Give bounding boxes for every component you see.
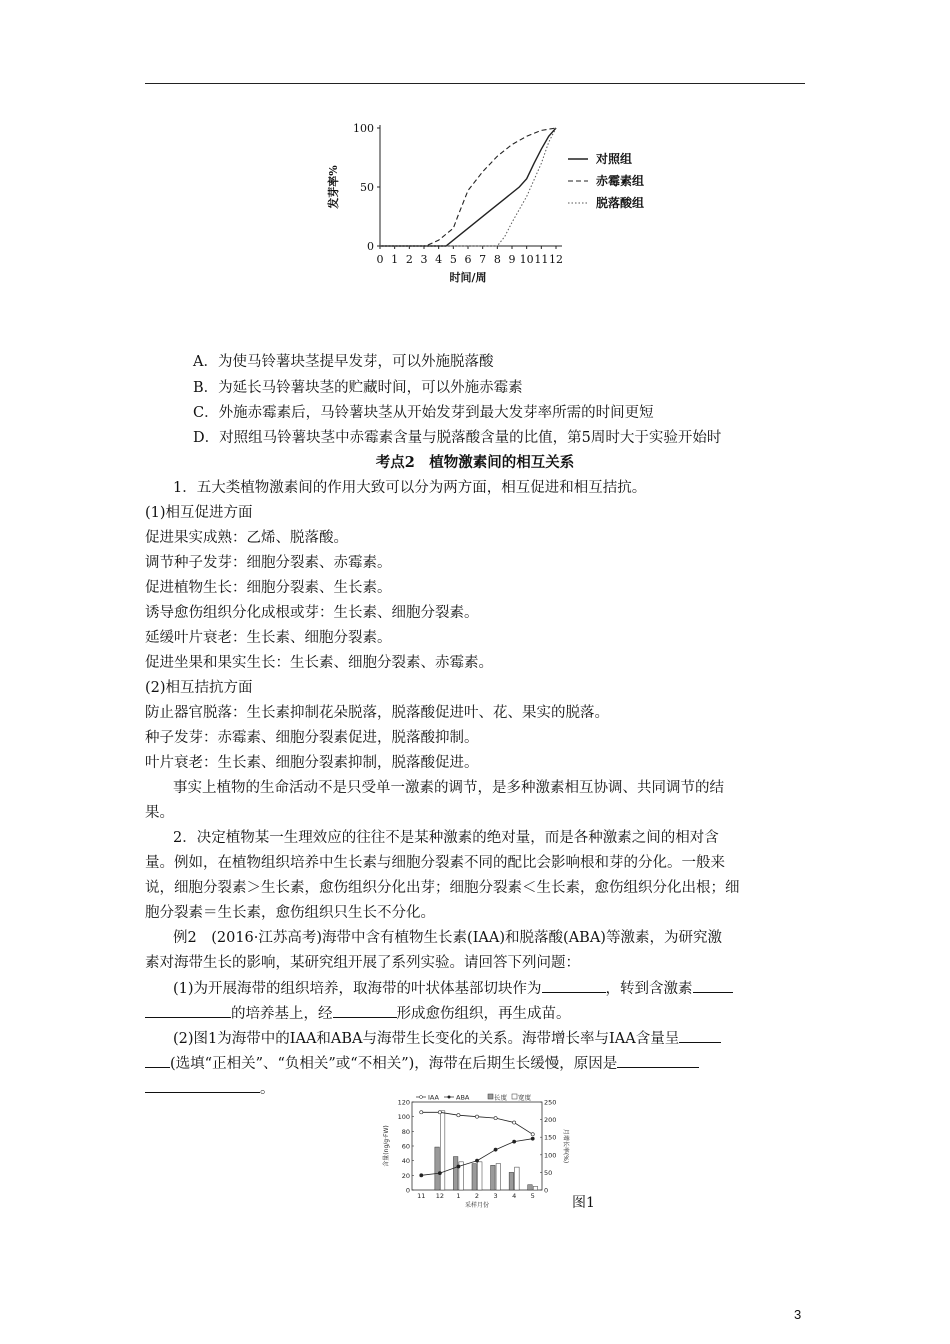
legend-swatch bbox=[488, 1094, 493, 1099]
paragraph-2: 说，细胞分裂素＞生长素，愈伤组织分化出芽；细胞分裂素＜生长素，愈伤组织分化出根；细 bbox=[145, 880, 740, 896]
x-tick-label: 2 bbox=[474, 1192, 480, 1200]
length-bar bbox=[509, 1172, 513, 1190]
length-bar bbox=[453, 1157, 458, 1190]
option-c: C．外施赤霉素后，马铃薯块茎从开始发芽到最大发芽率所需的时间更短 bbox=[193, 405, 654, 421]
x-tick-label: 4 bbox=[512, 1192, 517, 1200]
section-title: 考点2 植物激素间的相互关系 bbox=[375, 454, 575, 471]
y-left-axis-label: 含量(ng/g·FW) bbox=[383, 1125, 390, 1167]
subheading-antagonize: (2)相互拮抗方面 bbox=[145, 680, 253, 696]
legend-label: 宽度 bbox=[518, 1093, 531, 1102]
header-rule bbox=[145, 83, 805, 84]
answer-blank[interactable] bbox=[333, 1003, 397, 1018]
promote-item: 诱导愈伤组织分化成根或芽：生长素、细胞分裂素。 bbox=[145, 605, 479, 621]
aba-point bbox=[494, 1148, 497, 1151]
promote-item: 延缓叶片衰老：生长素、细胞分裂素。 bbox=[145, 630, 392, 646]
subheading-promote: (1)相互促进方面 bbox=[145, 505, 253, 521]
iaa-point bbox=[457, 1114, 460, 1117]
width-bar bbox=[533, 1186, 538, 1190]
question-text: 。 bbox=[260, 1081, 275, 1097]
answer-blank[interactable] bbox=[145, 1003, 231, 1018]
question-2 bbox=[173, 1028, 721, 1049]
antagonize-item: 叶片衰老：生长素、细胞分裂素抑制，脱落酸促进。 bbox=[145, 755, 479, 771]
question-text: (选填“正相关”、“负相关”或“不相关”)，海带在后期生长缓慢，原因是 bbox=[170, 1056, 618, 1072]
y-left-tick-label: 60 bbox=[401, 1142, 410, 1151]
width-bar bbox=[478, 1162, 483, 1190]
length-bar bbox=[528, 1185, 533, 1190]
y-left-tick-label: 80 bbox=[401, 1127, 410, 1136]
page-number: 3 bbox=[794, 1307, 802, 1322]
legend-swatch bbox=[512, 1094, 517, 1099]
y-right-tick-label: 100 bbox=[544, 1151, 557, 1160]
option-a: A．为使马铃薯块茎提早发芽，可以外施脱落酸 bbox=[193, 354, 494, 370]
x-tick-label: 1 bbox=[456, 1192, 461, 1200]
question-2-cont bbox=[145, 1053, 699, 1074]
legend-swatch bbox=[420, 1096, 423, 1099]
y-tick-label: 100 bbox=[353, 122, 374, 135]
y-axis-label: 发芽率% bbox=[327, 165, 340, 209]
question-1-cont bbox=[145, 1003, 571, 1024]
option-d: D．对照组马铃薯块茎中赤霉素含量与脱落酸含量的比值，第5周时大于实验开始时 bbox=[193, 430, 722, 446]
question-text: 形成愈伤组织，再生成苗。 bbox=[396, 1006, 571, 1022]
legend-label: 对照组 bbox=[596, 152, 633, 166]
x-tick-label: 6 bbox=[464, 253, 472, 266]
x-tick-label: 2 bbox=[405, 253, 413, 266]
answer-blank[interactable] bbox=[145, 1078, 260, 1093]
y-left-tick-label: 40 bbox=[401, 1157, 410, 1166]
question-text: (2)图1为海带中的IAA和ABA与海带生长变化的关系。海带增长率与IAA含量呈 bbox=[173, 1031, 680, 1047]
iaa-point bbox=[475, 1115, 478, 1118]
example-intro: 例2 (2016·江苏高考)海带中含有植物生长素(IAA)和脱落酸(ABA)等激素，为研究激 bbox=[173, 930, 722, 946]
x-tick-label: 5 bbox=[449, 253, 457, 266]
paragraph-1: 1．五大类植物激素间的作用大致可以分为两方面，相互促进和相互拮抗。 bbox=[173, 480, 647, 496]
question-text: 的培养基上，经 bbox=[231, 1006, 333, 1022]
y-left-tick-label: 120 bbox=[397, 1098, 410, 1107]
y-tick-label: 0 bbox=[367, 240, 374, 253]
legend-label: 长度 bbox=[494, 1093, 507, 1102]
aba-point bbox=[475, 1159, 478, 1162]
answer-blank[interactable] bbox=[617, 1053, 699, 1068]
answer-blank[interactable] bbox=[145, 1053, 170, 1068]
question-1 bbox=[173, 978, 733, 999]
legend-label: 赤霉素组 bbox=[596, 174, 645, 188]
iaa-point bbox=[513, 1121, 516, 1124]
example-intro: 素对海带生长的影响，某研究组开展了系列实验。请回答下列问题： bbox=[145, 955, 580, 971]
x-axis-label: 采样月份 bbox=[464, 1202, 490, 1209]
length-bar bbox=[435, 1147, 440, 1190]
aba-point bbox=[513, 1140, 516, 1143]
x-tick-label: 9 bbox=[508, 253, 516, 266]
germination-chart bbox=[320, 115, 680, 295]
x-tick-label: 0 bbox=[376, 253, 384, 266]
y-left-tick-label: 0 bbox=[405, 1186, 410, 1195]
y-right-tick-label: 250 bbox=[544, 1098, 557, 1107]
iaa-point bbox=[420, 1111, 423, 1114]
y-right-tick-label: 50 bbox=[544, 1168, 553, 1177]
antagonize-item: 防止器官脱落：生长素抑制花朵脱落，脱落酸促进叶、花、果实的脱落。 bbox=[145, 705, 609, 721]
promote-item: 促进果实成熟：乙烯、脱落酸。 bbox=[145, 530, 348, 546]
x-tick-label: 10 bbox=[519, 253, 534, 266]
width-bar bbox=[440, 1111, 445, 1190]
iaa-point bbox=[438, 1111, 441, 1114]
question-2-cont bbox=[145, 1078, 275, 1099]
figure-label: 图1 bbox=[572, 1195, 595, 1211]
y-right-tick-label: 0 bbox=[544, 1186, 549, 1195]
x-tick-label: 4 bbox=[435, 253, 443, 266]
option-b: B．为延长马铃薯块茎的贮藏时间，可以外施赤霉素 bbox=[193, 380, 523, 396]
series-line-0 bbox=[380, 128, 556, 246]
paragraph-2: 量。例如，在植物组织培养中生长素与细胞分裂素不同的配比会影响根和芽的分化。一般来 bbox=[145, 855, 725, 871]
length-bar bbox=[472, 1164, 477, 1190]
question-text: (1)为开展海带的组织培养，取海带的叶状体基部切块作为 bbox=[173, 981, 542, 997]
promote-item: 调节种子发芽：细胞分裂素、赤霉素。 bbox=[145, 555, 392, 571]
aba-point bbox=[438, 1172, 441, 1175]
iaa-point bbox=[531, 1133, 534, 1136]
aba-point bbox=[531, 1137, 534, 1140]
x-tick-label: 1 bbox=[391, 253, 399, 266]
paragraph-2: 2．决定植物某一生理效应的往往不是某种激素的绝对量，而是各种激素之间的相对含 bbox=[173, 830, 719, 846]
question-text: ，转到含激素 bbox=[605, 981, 693, 997]
fact-line: 果。 bbox=[145, 805, 174, 821]
x-tick-label: 8 bbox=[493, 253, 501, 266]
length-bar bbox=[491, 1165, 496, 1190]
fact-line: 事实上植物的生命活动不是只受单一激素的调节，是多种激素相互协调、共同调节的结 bbox=[173, 780, 724, 796]
iaa-point bbox=[494, 1117, 497, 1120]
x-tick-label: 5 bbox=[530, 1192, 535, 1200]
answer-blank[interactable] bbox=[679, 1028, 721, 1043]
legend-label: ABA bbox=[456, 1093, 470, 1102]
y-left-tick-label: 100 bbox=[397, 1113, 410, 1122]
promote-item: 促进植物生长：细胞分裂素、生长素。 bbox=[145, 580, 392, 596]
x-axis-label: 时间/周 bbox=[449, 271, 487, 284]
promote-item: 促进坐果和果实生长：生长素、细胞分裂素、赤霉素。 bbox=[145, 655, 493, 671]
y-left-tick-label: 20 bbox=[401, 1171, 410, 1180]
x-tick-label: 3 bbox=[420, 253, 428, 266]
y-right-tick-label: 200 bbox=[544, 1116, 557, 1125]
x-tick-label: 7 bbox=[479, 253, 487, 266]
y-right-axis-label: 月增长率(%) bbox=[562, 1128, 569, 1164]
aba-point bbox=[457, 1165, 460, 1168]
x-tick-label: 11 bbox=[534, 253, 549, 266]
legend-swatch bbox=[448, 1096, 451, 1099]
antagonize-item: 种子发芽：赤霉素、细胞分裂素促进，脱落酸抑制。 bbox=[145, 730, 479, 746]
x-tick-label: 12 bbox=[549, 253, 563, 266]
x-tick-label: 3 bbox=[493, 1192, 498, 1200]
width-bar bbox=[515, 1167, 520, 1190]
width-bar bbox=[496, 1164, 501, 1190]
legend-label: IAA bbox=[428, 1093, 439, 1102]
y-tick-label: 50 bbox=[360, 181, 374, 194]
paragraph-2: 胞分裂素＝生长素，愈伤组织只生长不分化。 bbox=[145, 905, 435, 921]
kelp-hormone-chart bbox=[380, 1090, 570, 1215]
y-right-tick-label: 150 bbox=[544, 1133, 557, 1142]
answer-blank[interactable] bbox=[693, 978, 733, 993]
aba-point bbox=[420, 1174, 423, 1177]
answer-blank[interactable] bbox=[542, 978, 606, 993]
x-tick-label: 12 bbox=[435, 1192, 444, 1200]
legend-label: 脱落酸组 bbox=[596, 196, 645, 210]
x-tick-label: 11 bbox=[417, 1192, 426, 1200]
